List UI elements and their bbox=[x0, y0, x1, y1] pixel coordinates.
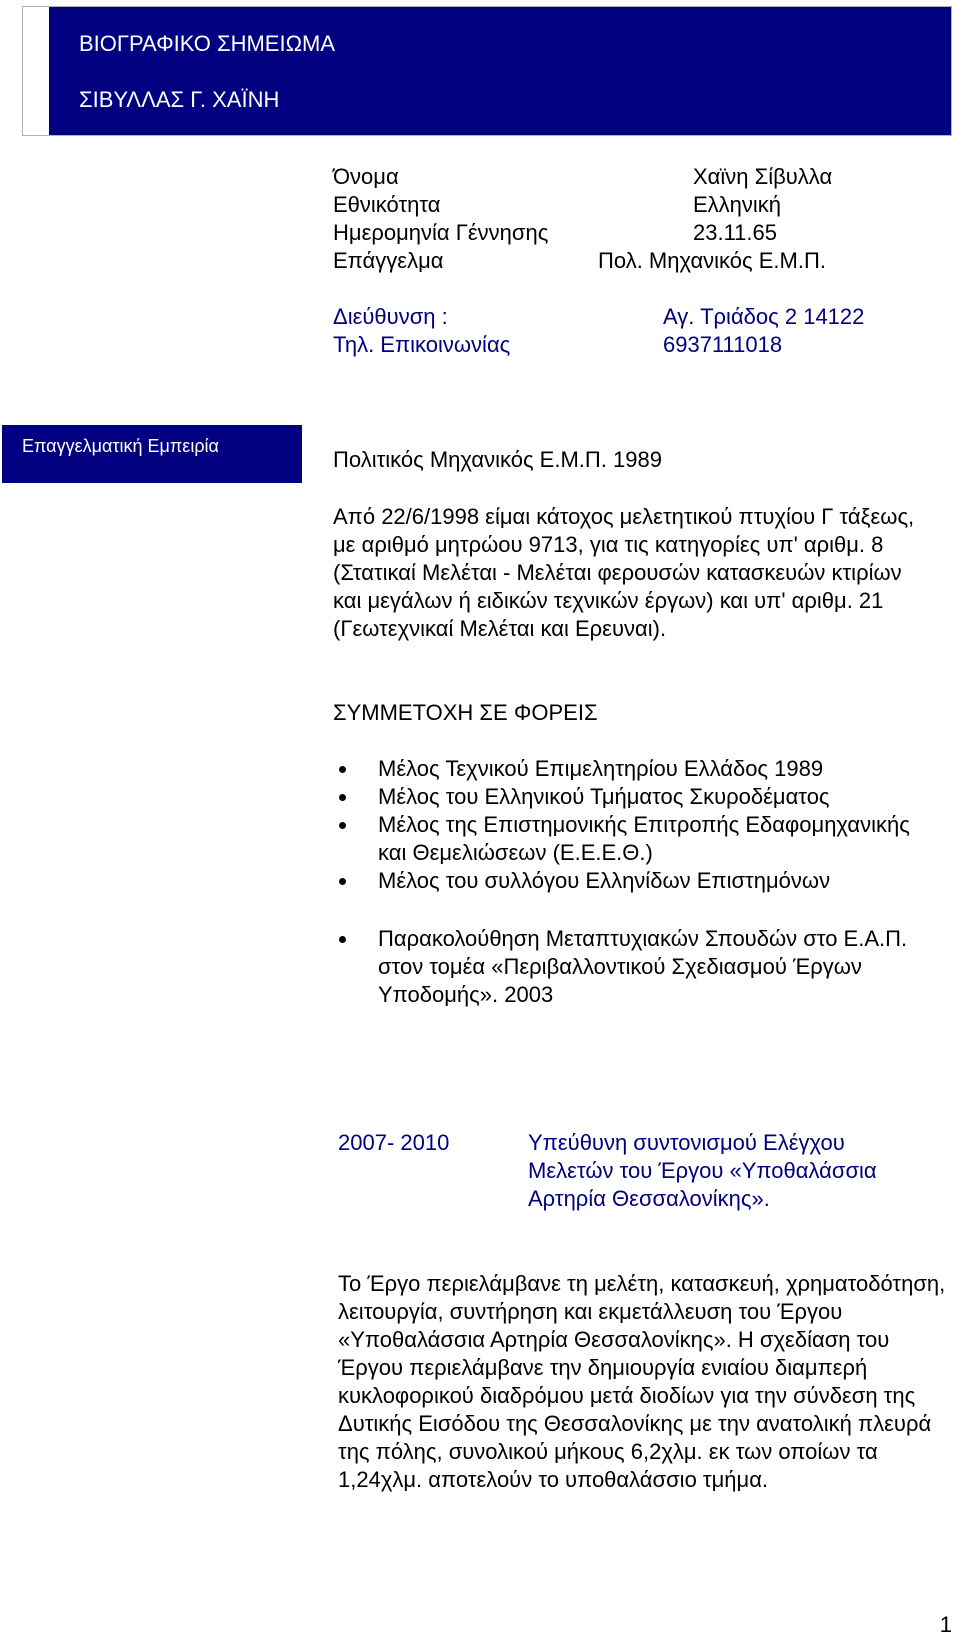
info-label-nationality: Εθνικότητα bbox=[333, 192, 441, 217]
info-value-phone: 6937111018 bbox=[663, 332, 783, 357]
person-name-heading: ΣΙΒΥΛΛΑΣ Γ. ΧΑΪΝΗ bbox=[79, 87, 280, 112]
postgraduate-text: Παρακολούθηση Μεταπτυχιακών Σπουδών στο Ε.Α.Π. στον τομέα «Περιβαλλοντικού Σχεδιασμού Έργων Υποδομής». 2003 bbox=[378, 926, 908, 1007]
role-title-line: Αρτηρία Θεσσαλονίκης». bbox=[528, 1186, 770, 1211]
info-label-name: Όνομα bbox=[333, 164, 399, 189]
list-item bbox=[333, 783, 933, 811]
page-number: 1 bbox=[939, 1612, 952, 1637]
info-value-nationality: Ελληνική bbox=[693, 192, 782, 217]
info-value-name: Χαϊνη Σίβυλλα bbox=[693, 164, 833, 189]
list-item bbox=[333, 925, 933, 1009]
membership-text: Μέλος του συλλόγου Ελληνίδων Επιστημόνων bbox=[378, 868, 831, 893]
role-title-line: Μελετών του Έργου «Υποθαλάσσια bbox=[528, 1158, 877, 1183]
list-item bbox=[333, 867, 933, 895]
header-banner bbox=[49, 7, 951, 135]
bullet-icon bbox=[339, 822, 346, 829]
section-label-experience: Επαγγελματική Εμπειρία bbox=[22, 436, 219, 456]
list-item bbox=[333, 811, 933, 867]
info-value-profession: Πολ. Μηχανικός Ε.Μ.Π. bbox=[598, 248, 826, 273]
info-label-address: Διεύθυνση : bbox=[333, 304, 448, 329]
degree-line: Πολιτικός Μηχανικός Ε.Μ.Π. 1989 bbox=[333, 447, 662, 472]
document-title: ΒΙΟΓΡΑΦΙΚΟ ΣΗΜΕΙΩΜΑ bbox=[79, 31, 336, 56]
license-paragraph: Από 22/6/1998 είμαι κάτοχος μελετητικού πτυχίου Γ τάξεως, με αριθμό μητρώου 9713, για τις κατηγορίες υπ' αριθμ. 8 (Στατικαί Μελέται - Μελέται φερουσών κατασκευών κτιρίων και μεγάλων ή ειδικών τεχνικών έργων) και υπ' αριθμ. 21 (Γεωτεχνικαί Μελέται και Ερευναι). bbox=[333, 504, 915, 641]
membership-text: Μέλος της Επιστημονικής Επιτροπής Εδαφομηχανικής και Θεμελιώσεων (Ε.Ε.Ε.Θ.) bbox=[378, 812, 910, 865]
section-label-box bbox=[2, 425, 302, 483]
header-banner-frame bbox=[22, 6, 952, 136]
memberships-heading: ΣΥΜΜΕΤΟΧΗ ΣΕ ΦΟΡΕΙΣ bbox=[333, 700, 598, 725]
info-value-birthdate: 23.11.65 bbox=[693, 220, 778, 245]
bullet-icon bbox=[339, 794, 346, 801]
bullet-icon bbox=[339, 878, 346, 885]
membership-text: Μέλος Τεχνικού Επιμελητηρίου Ελλάδος 1989 bbox=[378, 756, 824, 781]
info-label-phone: Τηλ. Επικοινωνίας bbox=[333, 332, 511, 357]
info-label-birthdate: Ημερομηνία Γέννησης bbox=[333, 220, 549, 245]
bullet-icon bbox=[339, 936, 346, 943]
project-paragraph: Το Έργο περιελάμβανε τη μελέτη, κατασκευή, χρηματοδότηση, λειτουργία, συντήρηση και εκμετάλλευση του Έργου «Υποθαλάσσια Αρτηρία Θεσσαλονίκης». Η σχεδίαση του Έργου περιελάμβανε την δημιουργία ενιαίου διαμπερή κυκλοφορικού διαδρόμου μετά διοδίων για την σύνδεση της Δυτικής Εισόδου της Θεσσαλονίκης με την ανατολική πλευρά της πόλης, συνολικού μήκους 6,2χλμ. εκ των οποίων τα 1,24χλμ. αποτελούν το υποθαλάσσιο τμήμα. bbox=[338, 1271, 946, 1492]
role-period: 2007- 2010 bbox=[338, 1130, 450, 1155]
membership-text: Μέλος του Ελληνικού Τμήματος Σκυροδέματος bbox=[378, 784, 830, 809]
role-title-line: Υπεύθυνη συντονισμού Ελέγχου bbox=[528, 1130, 845, 1155]
memberships-list bbox=[333, 755, 933, 1009]
info-label-profession: Επάγγελμα bbox=[333, 248, 444, 273]
bullet-icon bbox=[339, 766, 346, 773]
info-value-address: Αγ. Τριάδος 2 14122 bbox=[663, 304, 865, 329]
list-item bbox=[333, 755, 933, 783]
